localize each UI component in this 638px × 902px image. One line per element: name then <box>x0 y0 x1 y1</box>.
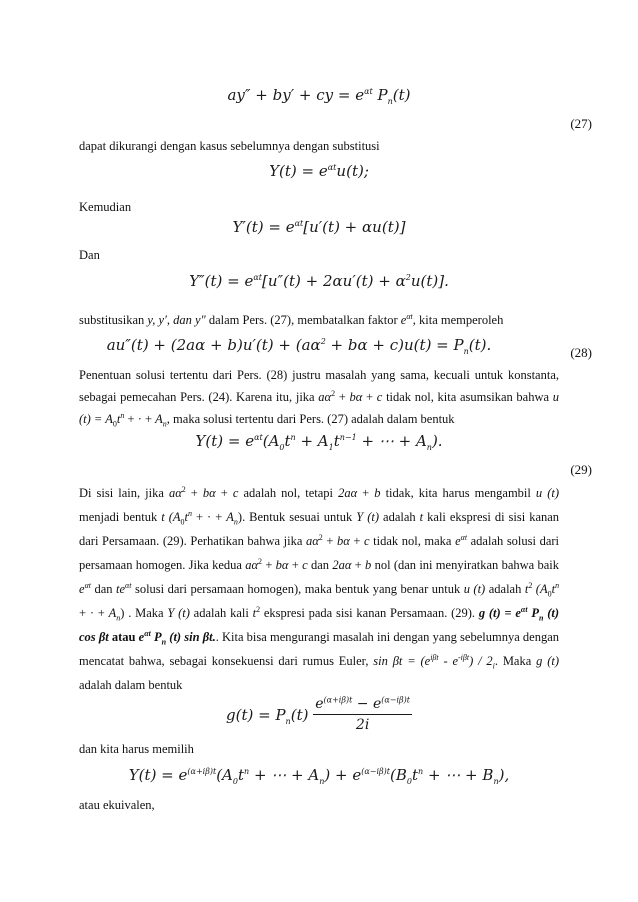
text-substitusikan: substitusikan y, y′, dan y″ dalam Pers. (27), membatalkan faktor $e^{\alpha t}$, kita memperoleh <box>79 311 504 327</box>
equation-29: $Y(t) = e^{\alpha t}(A_0t^n + A_1t^{n-1}$ + ⋯ + $A_n$). <box>195 432 443 452</box>
equation-Y: $Y(t) = e^{\alpha t}u(t)$; <box>269 162 369 180</box>
text-kemudian: Kemudian <box>79 200 132 214</box>
equation-number-29: (29) <box>570 462 592 477</box>
equation-Y-prime: $Y'(t) = e^{\alpha t}[u'(t) + \alpha u(t)]$ <box>232 218 406 236</box>
text-harus-memilih: dan kita harus memilih <box>79 742 194 756</box>
paragraph-di-sisi-lain: Di sisi lain, jika $a\alpha^2 + b\alpha + c$ adalah nol, tetapi 2aα + b tidak, kita harus mengambil u (t) menjadi bentuk t ($A_0t^n$ + · + $A_n$). Bentuk sesuai untuk Y (t) adalah t kali ekspresi di sisi kanan dari Persamaan. (29). Perhatikan bahwa jika $a\alpha^2 + b\alpha + c$ tidak nol, maka $e^{\alpha t}$ adalah solusi dari persamaan homogen. Jika kedua $a\alpha^2 + b\alpha + c$ dan 2aα + b nol (dan ini menyiratkan bahwa baik $e^{\alpha t}$ dan $te^{\alpha t}$ solusi dari persamaan homogen), maka bentuk yang benar untuk u (t) adalah $t^2$ ($A_0t^n$ + · + $A_n$) . Maka Y (t) adalah kali $t^2$ ekspresi pada sisi kanan Persamaan. (29). g $(t) = e^{\alpha t}$ $P_n$ (t) cos βt atau $e^{\alpha t}$ $P_n$ (t) sin βt.. Kita bisa mengurangi masalah ini dengan yang sebelumnya dengan mencatat bahwa, sebagai konsekuensi dari rumus Euler, $\sin \beta t = (e^{i\beta t} - e^{-i\beta t}) / 2_i$. Maka g (t) adalah dalam bentuk <box>79 484 560 692</box>
equation-number-28: (28) <box>570 345 592 360</box>
fraction: $\frac{e^{(\alpha+i\beta)t} - e^{(\alpha-i\beta)t}}{2i}$ <box>315 695 410 733</box>
equation-27: ay″ + by′ + cy = $e^{\alpha t}$ $P_n(t)$ <box>227 86 411 106</box>
equation-28: $au''(t) + (2a\alpha + b)u'(t) + (a\alpha^2 + b\alpha + c)u(t) = P_n(t)$. <box>106 336 492 356</box>
equation-number-27: (27) <box>570 116 592 131</box>
equation-Y-complex: $Y(t) = e^{(\alpha+i\beta)t}(A_0t^n$ + ⋯ + $A_n) + e^{(\alpha-i\beta)t}(B_0t^n$ + ⋯ + $B_n$), <box>128 766 510 786</box>
paragraph-penentuan: Penentuan solusi tertentu dari Pers. (28) justru masalah yang sama, kecuali untuk konstanta, sebagai pemecahan Pers. (24). Karena itu, jika $a\alpha^2 + b\alpha + c$ tidak nol, kita asumsikan bahwa u $(t) = A_0t^n$ + · + $A_n$, maka solusi tertentu dari Pers. (27) adalah dalam bentuk <box>79 368 560 429</box>
text-atau-ekuivalen: atau ekuivalen, <box>79 798 155 812</box>
text-line-substitusi: dapat dikurangi dengan kasus sebelumnya dengan substitusi <box>79 139 380 153</box>
text-dan: Dan <box>79 248 100 262</box>
equation-Y-double-prime: $Y''(t) = e^{\alpha t}[u''(t) + 2\alpha u'(t) + \alpha^2u(t)]$. <box>189 272 449 290</box>
equation-g: $g(t) = P_n(t)$ $\frac{e^{(\alpha+i\beta)t} - e^{(\alpha-i\beta)t}}{2i}$ <box>225 695 410 733</box>
